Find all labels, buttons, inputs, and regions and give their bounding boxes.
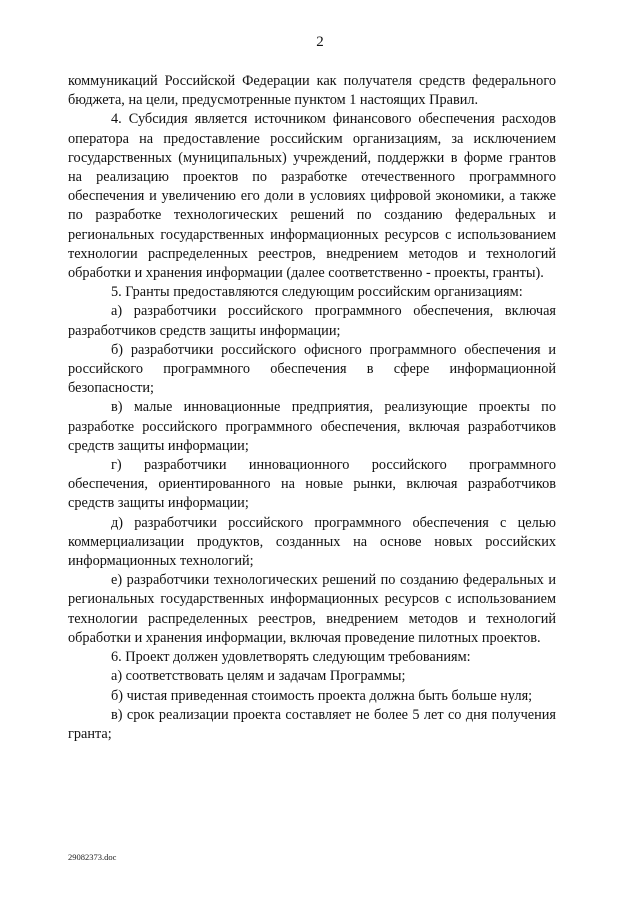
paragraph-item-6v: в) срок реализации проекта составляет не более 5 лет со дня получения гранта;: [68, 706, 556, 742]
paragraph-item-5d: д) разработчики российского программного обеспечения с целью коммерциализации продуктов, созданных на основе новых российских информационных технологий;: [68, 514, 556, 570]
paragraph-item-5g: г) разработчики инновационного российского программного обеспечения, ориентированного на новые рынки, включая разработчиков средств защиты информации;: [68, 457, 556, 512]
paragraph-item-6a: а) соответствовать целям и задачам Программы;: [111, 668, 406, 685]
paragraph-continuation: коммуникаций Российской Федерации как получателя средств федерального бюджета, на цели, предусмотренные пунктом 1 настоящих Правил.: [68, 73, 556, 109]
paragraph-item-5e: е) разработчики технологических решений по созданию федеральных и региональных государственных информационных ресурсов с использованием технологии распределенных реестров, внедрением методов и технологий обработки и хранения информации, включая проведение пилотных проектов.: [68, 572, 556, 646]
paragraph-item-5a: а) разработчики российского программного обеспечения, включая разработчиков средств защиты информации;: [68, 303, 556, 339]
page-number: 2: [316, 34, 324, 50]
document-body: [68, 72, 556, 744]
paragraph-item-5b: б) разработчики российского офисного программного обеспечения и российского программного обеспечения в сфере информационной безопасности;: [68, 341, 556, 397]
paragraph-item-6b: б) чистая приведенная стоимость проекта должна быть больше нуля;: [111, 687, 533, 704]
paragraph-item-4: 4. Субсидия является источником финансового обеспечения расходов оператора на предоставление российским организациям, за исключением государственных (муниципальных) учреждений, поддержки в форме грантов на реализацию проектов по разработке отечественного программного обеспечения и увеличению его доли в условиях цифровой экономики, а также по разработке технологических решений по созданию федеральных и региональных государственных информационных ресурсов с использованием технологии распределенных реестров, внедрением методов и технологий обработки и хранения информации (далее соответственно - проекты, гранты).: [68, 111, 556, 282]
paragraph-item-5v: в) малые инновационные предприятия, реализующие проекты по разработке российского программного обеспечения, включая разработчиков средств защиты информации;: [68, 399, 556, 454]
paragraph-item-6: 6. Проект должен удовлетворять следующим требованиям:: [111, 649, 471, 666]
file-name-footer: 29082373.doc: [68, 852, 117, 862]
paragraph-item-5: 5. Гранты предоставляются следующим российским организациям:: [111, 284, 523, 301]
